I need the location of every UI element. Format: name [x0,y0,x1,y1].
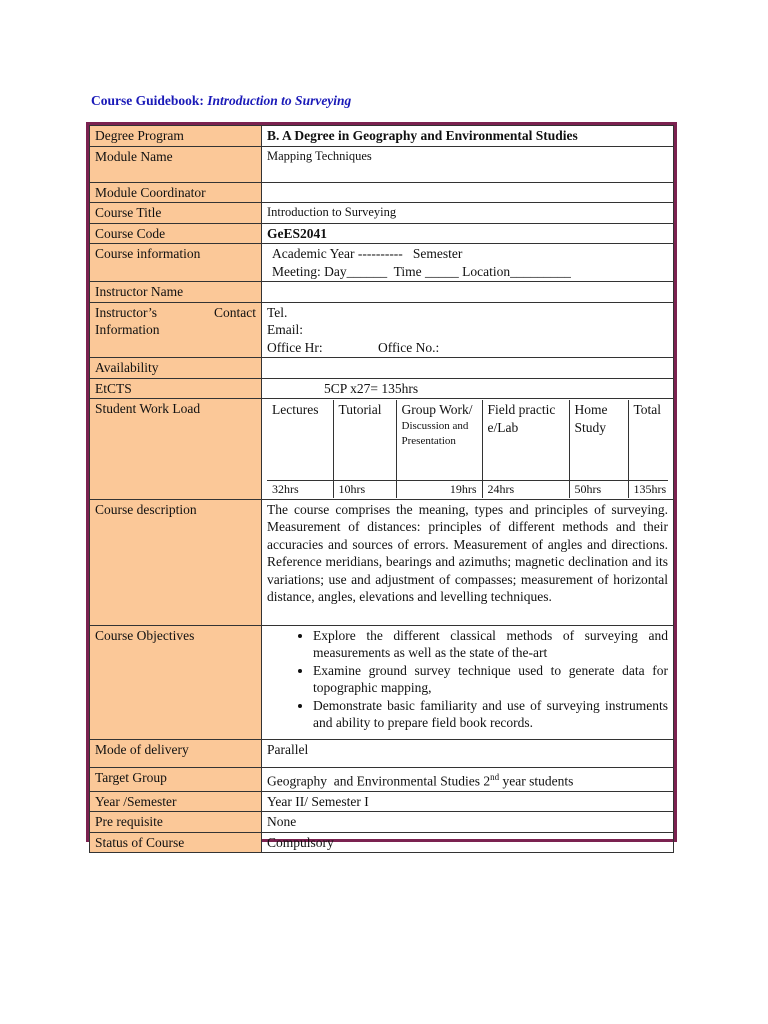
course-info-line1: Academic Year ---------- Semester [272,246,463,261]
row-target-group [90,767,674,791]
label-mode-of-delivery: Mode of delivery [90,739,262,767]
label-course-description: Course description [90,499,262,625]
wl-head-tutorial: Tutorial [333,400,396,480]
contact-tel: Tel. [267,304,288,320]
objective-item: • Explore the different classical methods of surveying and measurements as well as the state of the-art [313,627,668,662]
wl-head-field-practice: Field practice/Lab [482,400,569,480]
wl-head-group-work-sub: Discussion and Presentation [401,419,469,447]
objective-item: • Examine ground survey technique used to generate data for topographic mapping, [313,662,668,697]
wl-hours-tutorial: 10hrs [333,480,396,498]
row-course-title [90,203,674,224]
wl-hours-home-study: 50hrs [569,480,628,498]
label-course-objectives: Course Objectives [90,625,262,739]
value-course-objectives [262,625,674,739]
heading-prefix: Course Guidebook: [91,93,204,108]
wl-head-group-work [396,400,482,480]
label-module-name: Module Name [90,146,262,182]
wl-hours-total: 135hrs [628,480,668,498]
contact-email: Email: [267,322,303,337]
label-status: Status of Course [90,832,262,853]
label-pre-requisite: Pre requisite [90,812,262,833]
value-year-semester: Year II/ Semester I [262,791,674,812]
label-module-coordinator: Module Coordinator [90,182,262,203]
row-etcts [90,378,674,399]
wl-hours-field-practice: 24hrs [482,480,569,498]
value-course-information [262,244,674,282]
value-course-description: The course comprises the meaning, types and principles of surveying. Measurement of distances: principles of different methods and their accuracies and sources of errors. Measurement of angles and directions. Reference meridians, bearings and azimuths; magnetic declination and its variations; use and adjustment of compasses; measurement of horizontal distance, angles, elevations and levelling techniques. [262,499,674,625]
label-instructor-contact-c: Information [95,322,160,337]
value-target-group [262,767,674,791]
row-module-coordinator [90,182,674,203]
value-availability [262,358,674,379]
wl-hours-group-work: 19hrs [396,480,482,498]
value-mode-of-delivery: Parallel [262,739,674,767]
wl-head-total: Total [628,400,668,480]
row-status [90,832,674,853]
row-work-load [90,399,674,500]
wl-head-home-study: Home Study [569,400,628,480]
row-year-semester [90,791,674,812]
label-instructor-contact-b: Contact [214,304,256,320]
heading-title: Introduction to Surveying [207,93,352,108]
wl-head-lectures: Lectures [267,400,333,480]
value-status: Compulsory [262,832,674,853]
label-work-load: Student Work Load [90,399,262,500]
work-load-table [267,400,668,498]
label-instructor-name: Instructor Name [90,282,262,303]
contact-office [267,339,668,357]
label-year-semester: Year /Semester [90,791,262,812]
value-degree-program: B. A Degree in Geography and Environmental Studies [262,126,674,147]
course-table-frame [86,122,677,850]
value-etcts: 5CP x27= 135hrs [262,378,674,399]
wl-head-group-work-main: Group Work/ [401,402,473,417]
course-table [89,125,674,853]
target-group-text-end: year students [499,773,574,788]
objectives-list [267,627,668,732]
contact-office-no: Office No.: [378,339,440,355]
label-course-title: Course Title [90,203,262,224]
target-group-sup: nd [490,771,500,782]
label-degree-program: Degree Program [90,126,262,147]
row-availability [90,358,674,379]
row-course-information [90,244,674,282]
label-target-group: Target Group [90,767,262,791]
value-instructor-name [262,282,674,303]
work-load-head-row [267,400,668,480]
value-work-load [262,399,674,500]
row-pre-requisite [90,812,674,833]
label-availability: Availability [90,358,262,379]
label-course-information: Course information [90,244,262,282]
value-instructor-contact [262,302,674,358]
value-module-coordinator [262,182,674,203]
row-course-description [90,499,674,625]
page-heading [91,93,351,109]
value-pre-requisite: None [262,812,674,833]
work-load-hours-row [267,480,668,498]
value-course-code: GeES2041 [262,223,674,244]
row-course-objectives [90,625,674,739]
label-instructor-contact [90,302,262,358]
wl-hours-lectures: 32hrs [267,480,333,498]
contact-office-hr: Office Hr: [267,339,323,355]
row-course-code [90,223,674,244]
row-mode-of-delivery [90,739,674,767]
row-instructor-contact [90,302,674,358]
row-module-name [90,146,674,182]
row-degree-program [90,126,674,147]
value-course-title: Introduction to Surveying [262,203,674,224]
value-module-name: Mapping Techniques [262,146,674,182]
label-etcts: EtCTS [90,378,262,399]
target-group-text: Geography and Environmental Studies 2 [267,773,491,788]
row-instructor-name [90,282,674,303]
label-course-code: Course Code [90,223,262,244]
course-info-line2: Meeting: Day______ Time _____ Location_________ [272,263,571,279]
label-instructor-contact-a: Instructor’s [95,304,157,320]
objective-item: • Demonstrate basic familiarity and use of surveying instruments and ability to prepare field book records. [313,697,668,732]
